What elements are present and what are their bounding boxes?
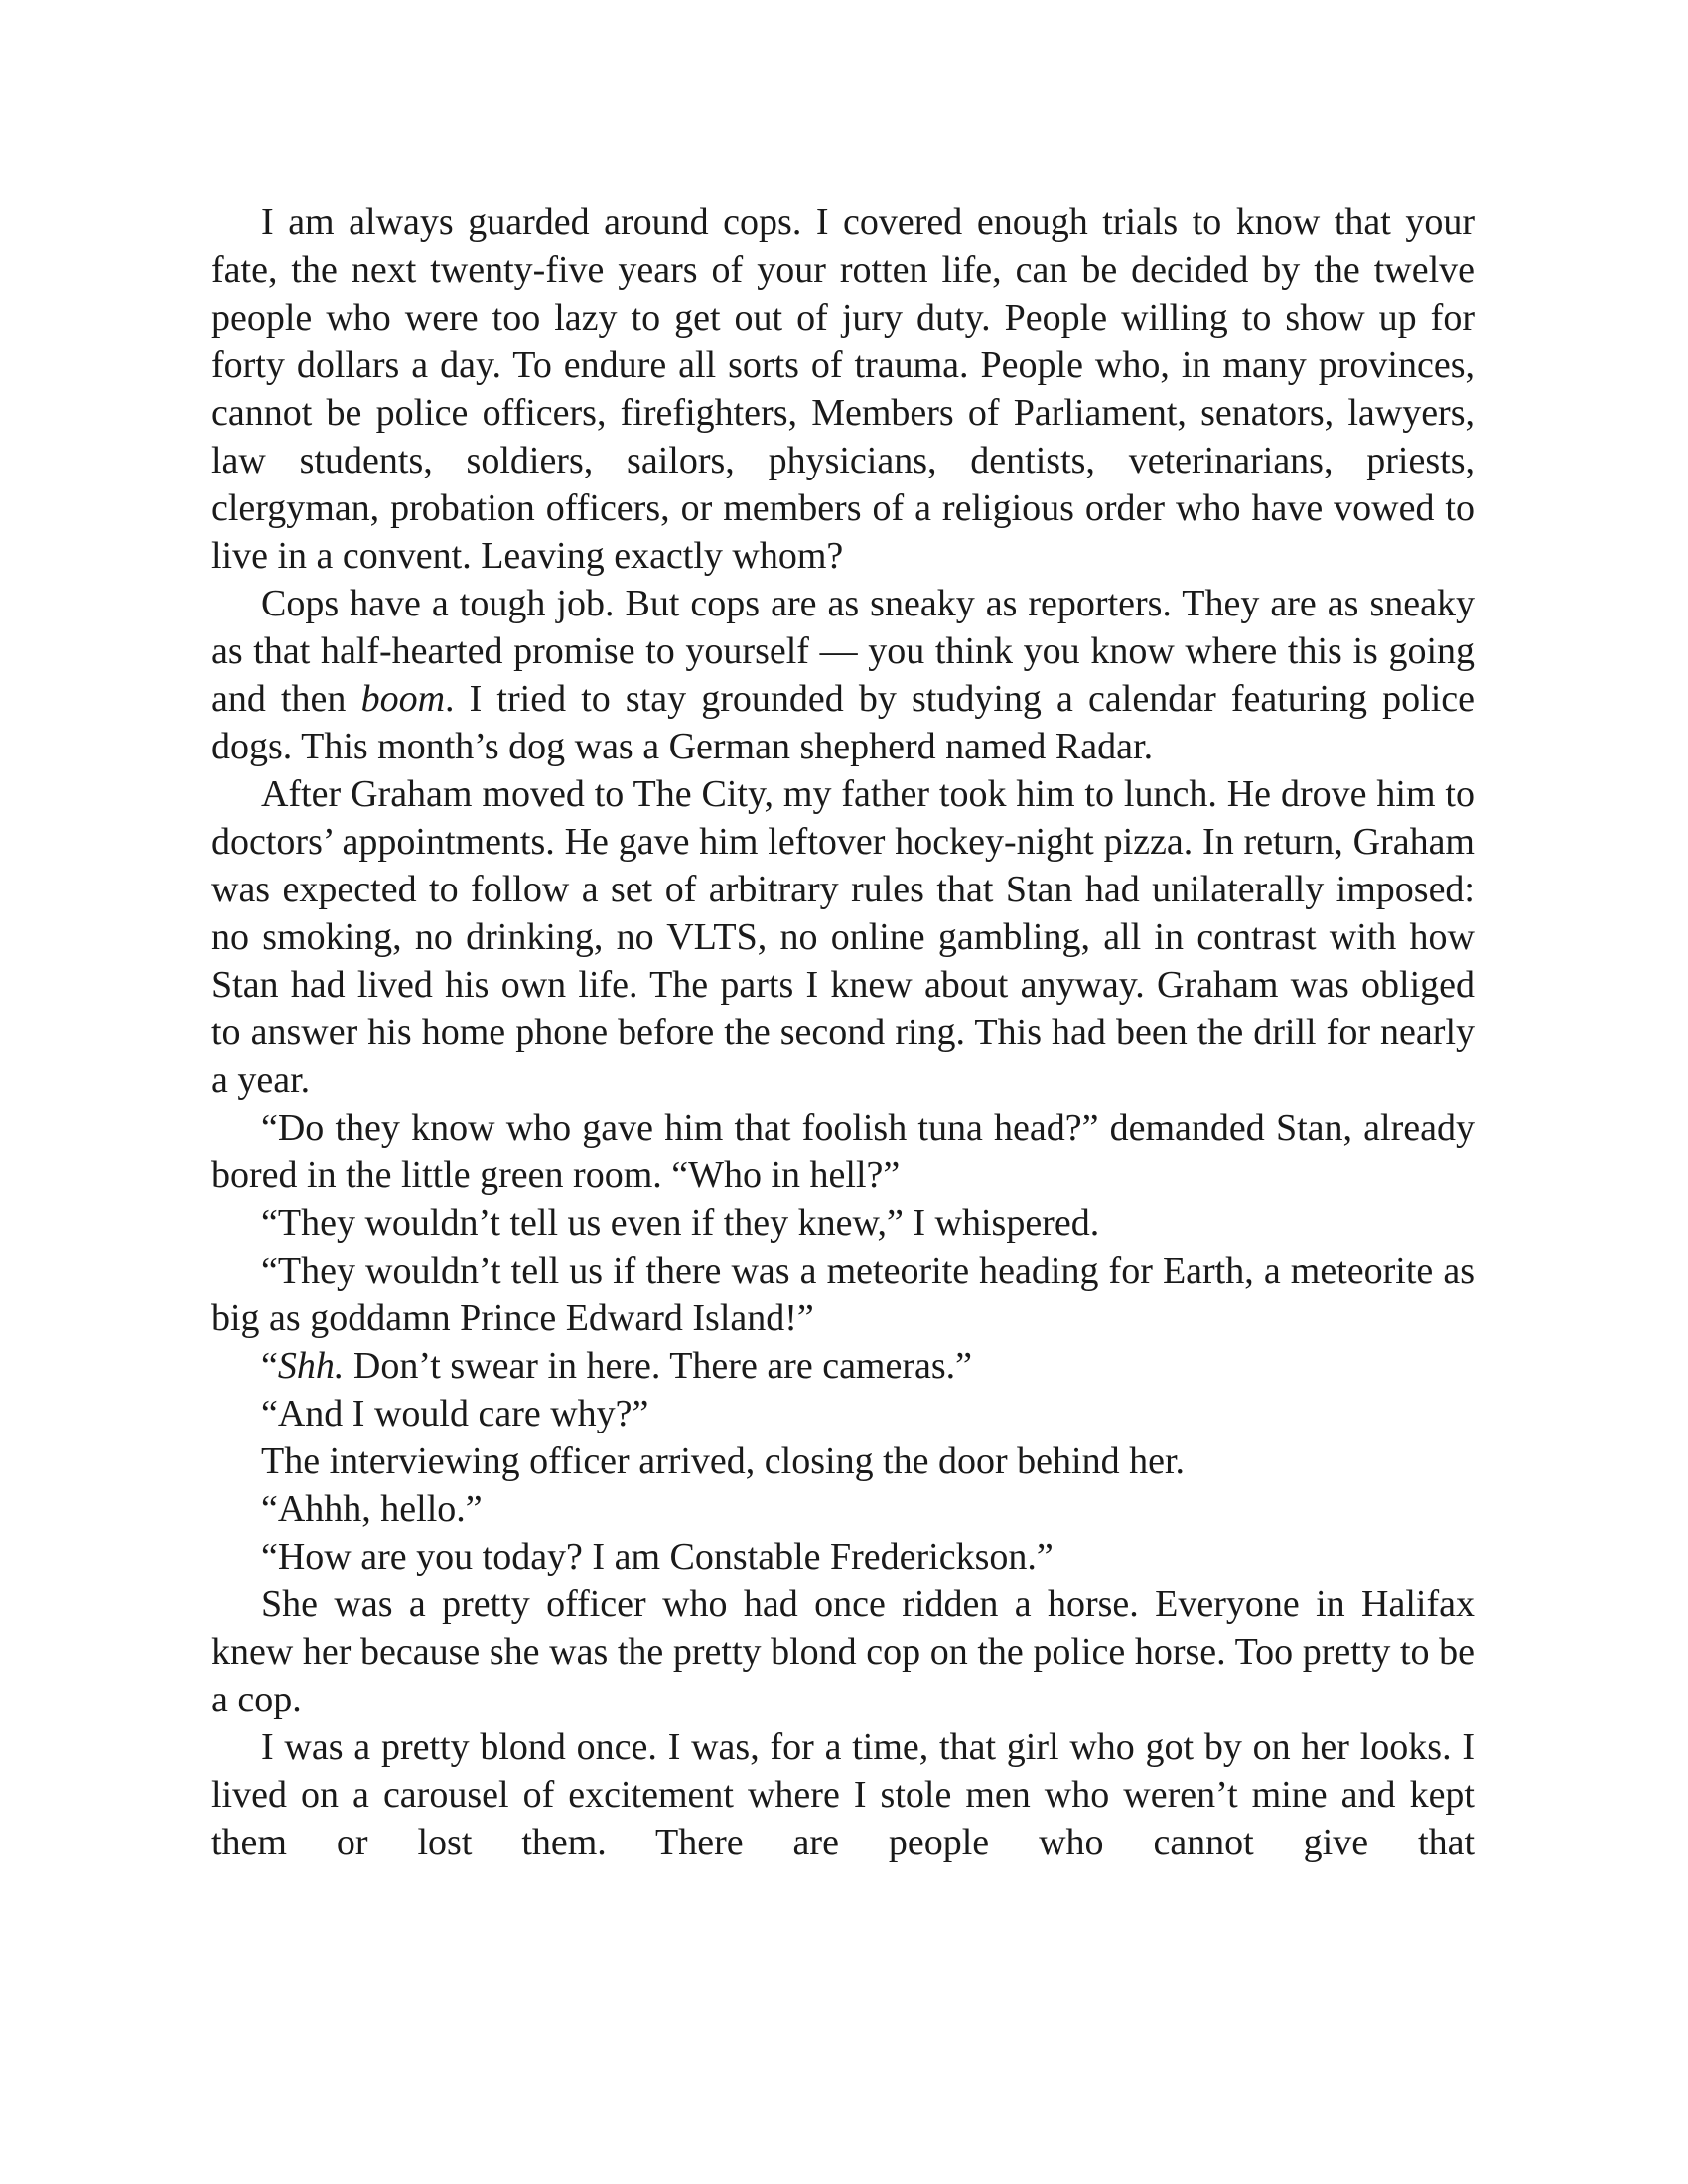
paragraph-officer-arrived: The interviewing officer arrived, closing the door behind her. <box>261 1440 1185 1482</box>
paragraph-meteorite: “They wouldn’t tell us if there was a meteorite heading for Earth, a meteorite as big as goddamn Prince Edward Island!” <box>211 1250 1475 1339</box>
italic-shh: Shh. <box>277 1345 345 1387</box>
paragraph-constable: “How are you today? I am Constable Frederickson.” <box>261 1536 1054 1577</box>
body-text <box>211 199 1475 1866</box>
paragraph-ahhh-hello: “Ahhh, hello.” <box>261 1488 483 1530</box>
paragraph-tuna-head: “Do they know who gave him that foolish tuna head?” demanded Stan, already bored in the little green room. “Who in hell?” <box>211 1107 1475 1196</box>
paragraph-graham-rules: After Graham moved to The City, my father took him to lunch. He drove him to doctors’ appointments. He gave him leftover hockey-night pizza. In return, Graham was expected to follow a set of arbitrary rules that Stan had unilaterally imposed: no smoking, no drinking, no VLTS, no online gambling, all in contrast with how Stan had lived his own life. The parts I knew about anyway. Graham was obliged to answer his home phone before the second ring. This had been the drill for nearly a year. <box>211 773 1475 1101</box>
paragraph-cops-sneaky: Cops have a tough job. But cops are as sneaky as reporters. They are as sneaky as that half-hearted promise to yourself — you think you know where this is going and then boom. I tried to stay grounded by studying a calendar featuring police dogs. This month’s dog was a German shepherd named Radar. <box>211 583 1476 767</box>
paragraph-pretty-blond: I was a pretty blond once. I was, for a time, that girl who got by on her looks. I lived on a carousel of excitement where I stole men who weren’t mine and kept them or lost them. There are people who cannot give that <box>211 1726 1475 1863</box>
paragraph-care-why: “And I would care why?” <box>261 1393 649 1434</box>
paragraph-jury-duty: I am always guarded around cops. I covered enough trials to know that your fate, the next twenty-five years of your rotten life, can be decided by the twelve people who were too lazy to get out of jury duty. People willing to show up for forty dollars a day. To endure all sorts of trauma. People who, in many provinces, cannot be police officers, firefighters, Members of Parliament, senators, lawyers, law students, soldiers, sailors, physicians, dentists, veterinarians, priests, clergyman, probation officers, or members of a religious order who have vowed to live in a convent. Leaving exactly whom? <box>211 202 1475 577</box>
paragraph-whispered: “They wouldn’t tell us even if they knew,” I whispered. <box>261 1202 1100 1244</box>
paragraph-pretty-officer: She was a pretty officer who had once ridden a horse. Everyone in Halifax knew her because she was the pretty blond cop on the police horse. Too pretty to be a cop. <box>211 1583 1475 1720</box>
italic-boom: boom <box>360 678 446 720</box>
paragraph-shh: “Shh. Don’t swear in here. There are cameras.” <box>261 1345 973 1387</box>
